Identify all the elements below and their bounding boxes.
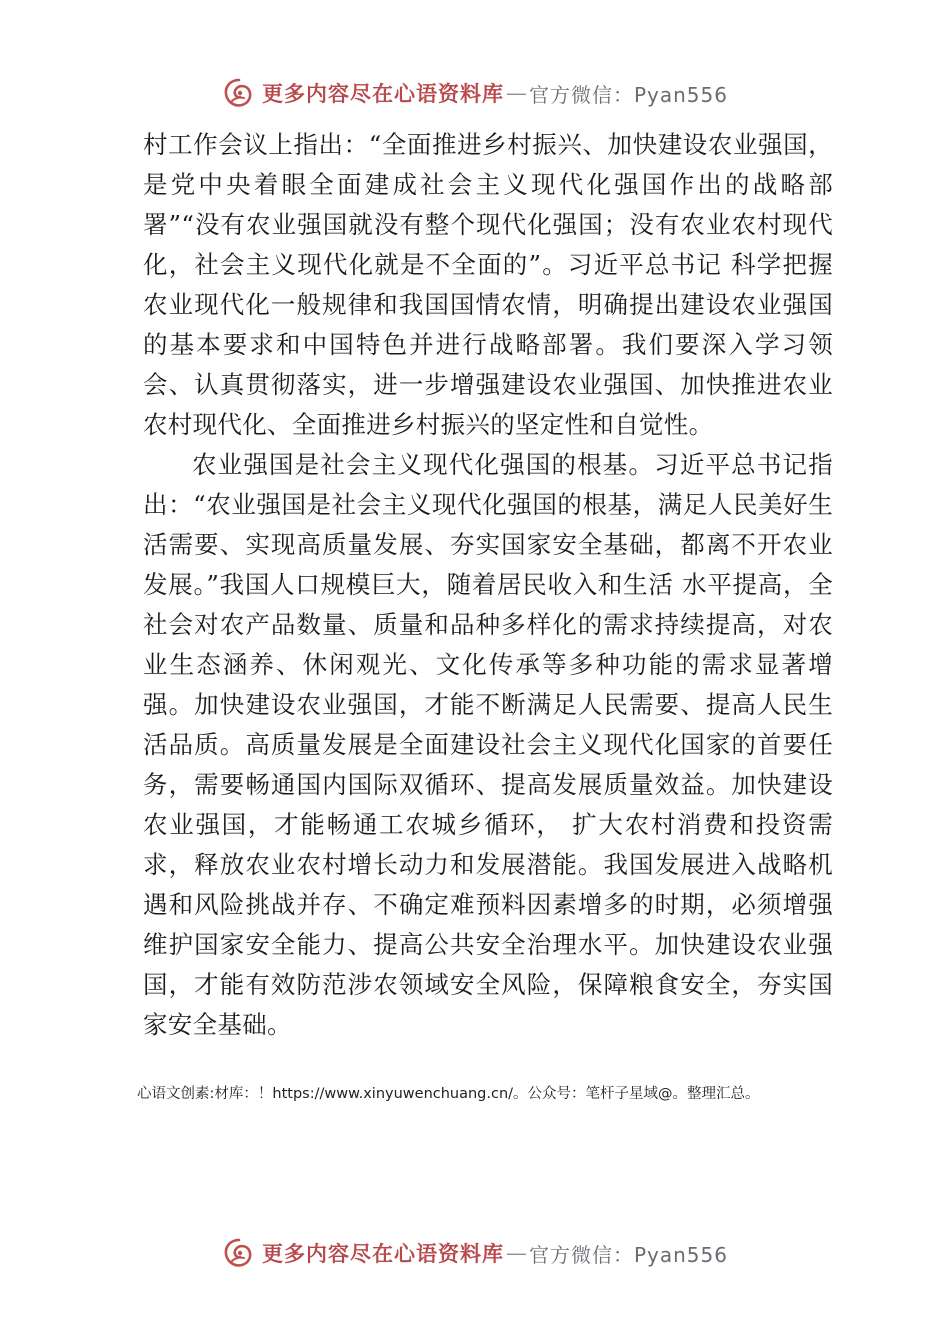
paragraph-1: 村工作会议上指出：“全面推进乡村振兴、加快建设农业强国，是党中央着眼全面建成社会主义现代化强国作出的战略部署”“没有农业强国就没有整个现代化强国；没有农业农村现代化，社会主义现代化就是不全面的”。习近平总书记 科学把握农业现代化一般规律和我国国情农情，明确提出建设农业强国的基本要求和中国特色并进行战略部署。我们要深入学习领会、认真贯彻落实，进一步增强建设农业强国、加快推进农业农村现代化、全面推进乡村振兴的坚定性和自觉性。: [143, 130, 833, 439]
wechat-text: 官方微信：Pyan556: [528, 1242, 728, 1267]
brand-text: 更多内容尽在心语资料库: [261, 81, 504, 106]
article-body: [143, 125, 833, 1045]
wechat-text: 官方微信：Pyan556: [528, 82, 728, 107]
swirl-logo-icon: [222, 76, 256, 110]
footer-banner: [0, 1233, 950, 1273]
header-banner: [0, 73, 950, 113]
swirl-logo-icon: [222, 1236, 256, 1270]
banner-separator: —: [505, 81, 527, 105]
source-note: 心语文创素:材库：！https://www.xinyuwenchuang.cn/。公众号：笔杆子星域@。整理汇总。: [137, 1086, 760, 1102]
paragraph-2: 农业强国是社会主义现代化强国的根基。习近平总书记指出：“农业强国是社会主义现代化强国的根基，满足人民美好生活需要、实现高质量发展、夯实国家安全基础，都离不开农业发展。”我国人口规模巨大，随着居民收入和生活 水平提高，全社会对农产品数量、质量和品种多样化的需求持续提高，对农业生态涵养、休闲观光、文化传承等多种功能的需求显著增强。加快建设农业强国，才能不断满足人民需要、提高人民生活品质。高质量发展是全面建设社会主义现代化国家的首要任务，需要畅通国内国际双循环、提高发展质量效益。加快建设农业强国，才能畅通工农城乡循环， 扩大农村消费和投资需求，释放农业农村增长动力和发展潜能。我国发展进入战略机遇和风险挑战并存、不确定难预料因素增多的时期，必须增强维护国家安全能力、提高公共安全治理水平。加快建设农业强国，才能有效防范涉农领域安全风险，保障粮食安全，夯实国家安全基础。: [143, 450, 833, 1039]
brand-text: 更多内容尽在心语资料库: [261, 1241, 504, 1266]
banner-separator: —: [505, 1241, 527, 1265]
